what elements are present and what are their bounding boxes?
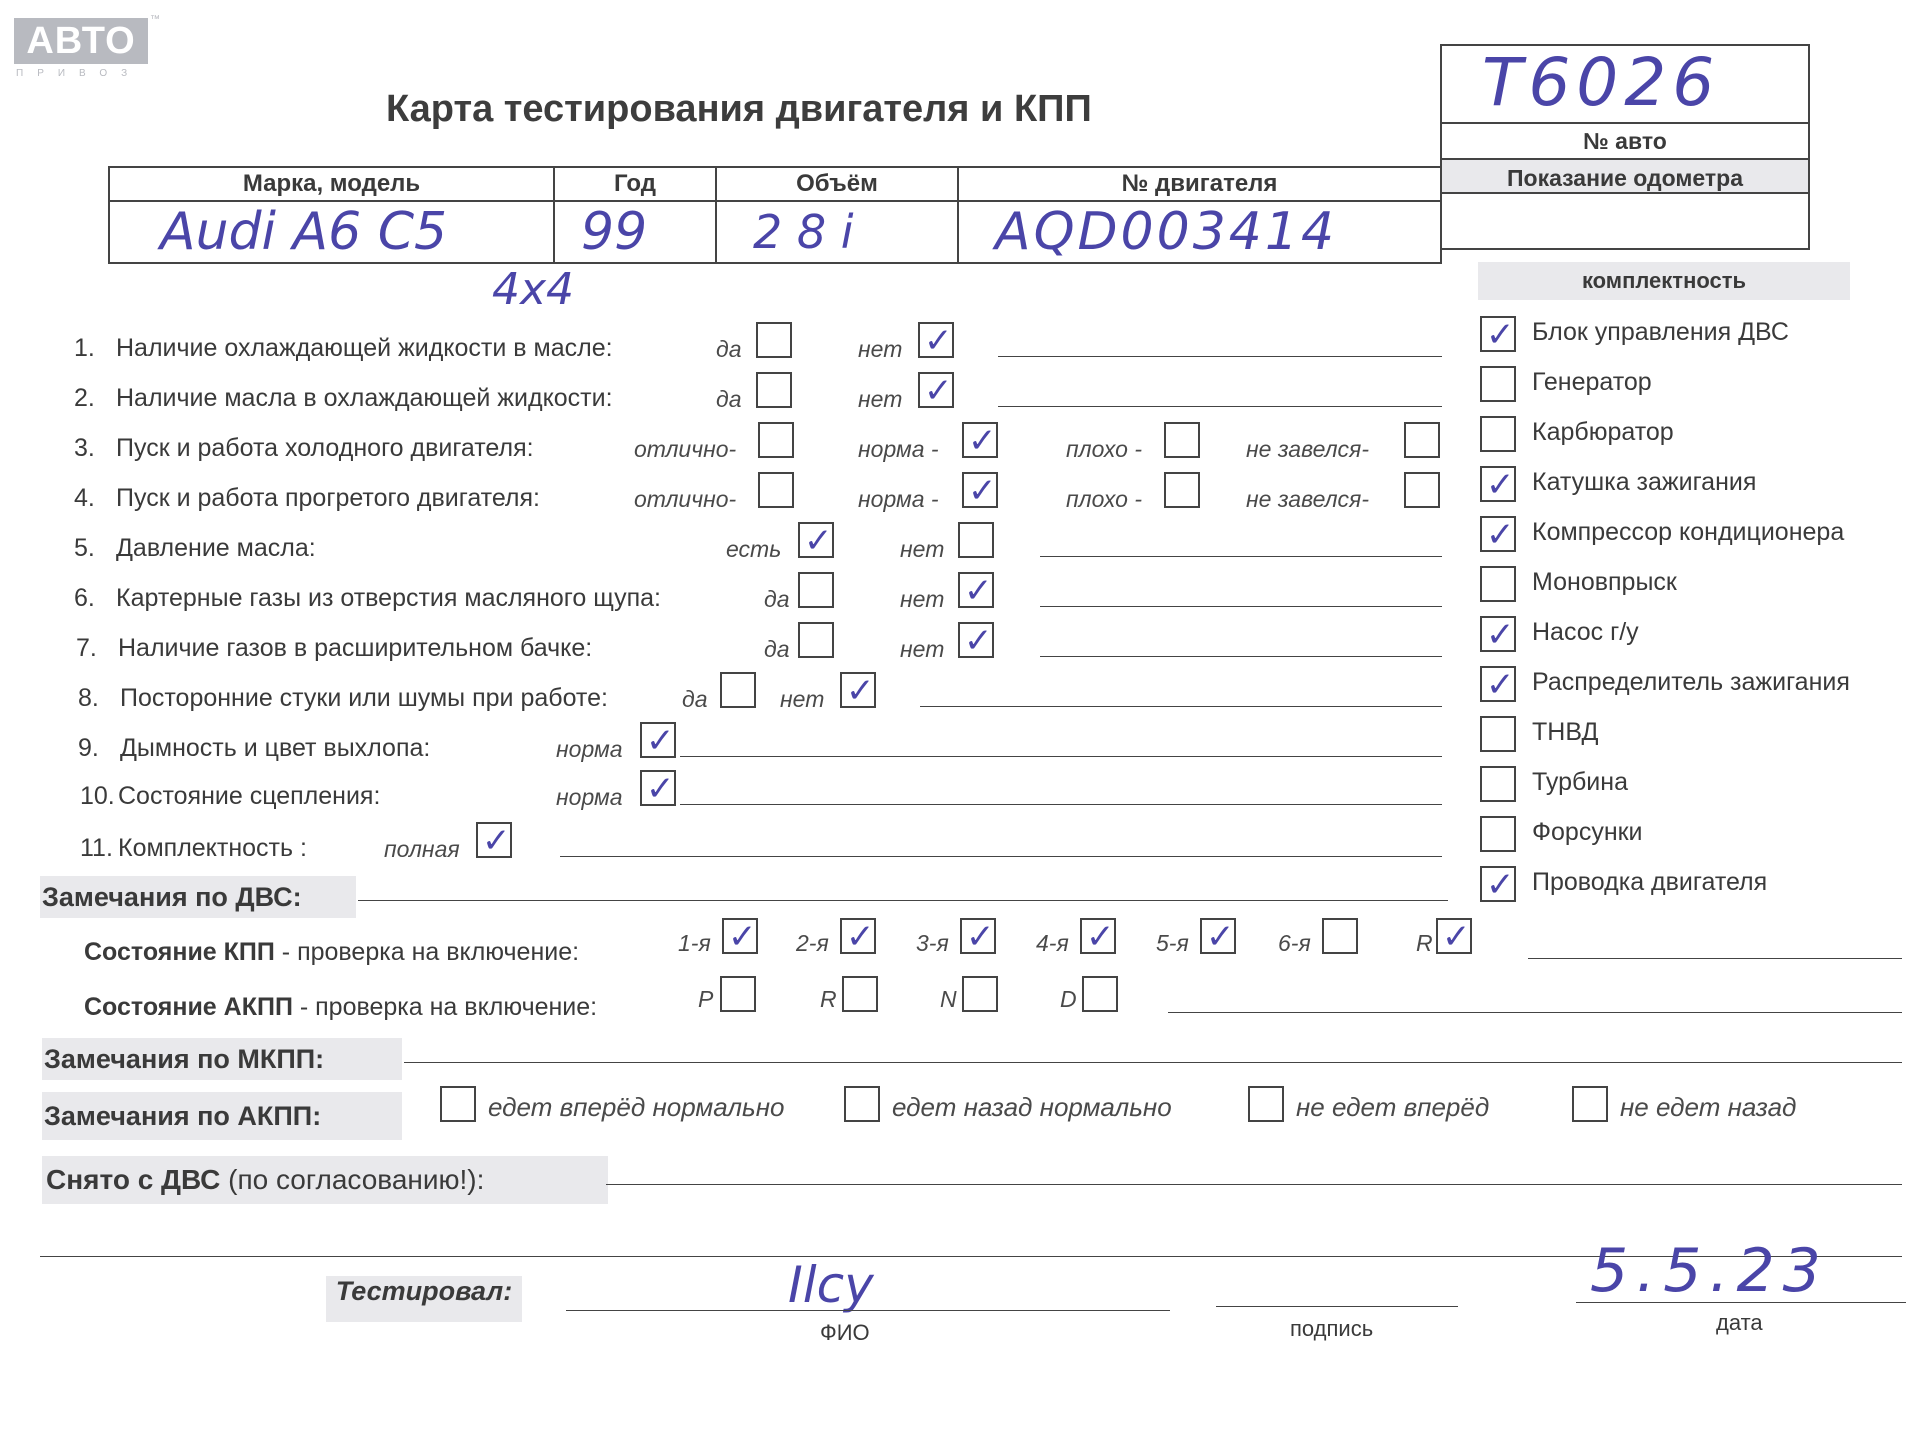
check-mark-icon: ✓: [924, 371, 953, 411]
kit-item-label: Проводка двигателя: [1532, 868, 1768, 896]
option-label: полная: [384, 836, 460, 862]
checklist-number: 3.: [74, 434, 95, 462]
option-label: норма -: [858, 436, 939, 462]
answer-line: [998, 356, 1442, 357]
logo-subtitle: ПРИВОЗ: [16, 68, 142, 79]
checklist-question: Наличие газов в расширительном бачке:: [118, 634, 593, 662]
signature-caption: подпись: [1290, 1316, 1374, 1341]
drive-note: 4x4: [492, 264, 575, 315]
option-checkbox[interactable]: [476, 821, 512, 861]
option-label: есть: [726, 536, 782, 562]
option-checkbox[interactable]: [756, 322, 792, 358]
answer-line: [920, 706, 1442, 707]
answer-line: [1040, 556, 1442, 557]
check-mark-icon: ✓: [646, 769, 675, 809]
kit-checkbox[interactable]: [1480, 615, 1516, 655]
auto-gearbox-line: [1168, 1012, 1902, 1013]
gear-checkbox[interactable]: [1322, 918, 1358, 954]
removed-label: Снято с ДВС (по согласованию!):: [42, 1156, 608, 1204]
auto-remark-checkbox[interactable]: [1248, 1086, 1284, 1122]
check-mark-icon: ✓: [966, 917, 995, 957]
car-number-value: T6026: [1482, 44, 1721, 121]
checklist-number: 5.: [74, 534, 95, 562]
check-mark-icon: ✓: [646, 721, 675, 761]
checklist-question: Наличие охлаждающей жидкости в масле:: [116, 334, 613, 362]
check-mark-icon: ✓: [1442, 917, 1471, 957]
option-checkbox[interactable]: [798, 622, 834, 658]
kit-checkbox[interactable]: [1480, 566, 1516, 602]
option-label: да: [716, 386, 742, 412]
option-label: да: [764, 586, 790, 612]
gear-label: 2-я: [796, 930, 829, 956]
kit-item-label: Форсунки: [1532, 818, 1643, 846]
checklist-number: 9.: [78, 734, 99, 762]
option-checkbox[interactable]: [798, 572, 834, 608]
option-checkbox[interactable]: [958, 621, 994, 661]
kit-item-label: Распределитель зажигания: [1532, 668, 1850, 696]
answer-line: [560, 856, 1442, 857]
option-label: норма -: [858, 486, 939, 512]
check-mark-icon: ✓: [482, 821, 511, 861]
kit-checkbox[interactable]: [1480, 766, 1516, 802]
gear-label: 5-я: [1156, 930, 1189, 956]
checklist-question: Посторонние стуки или шумы при работе:: [120, 684, 608, 712]
kit-checkbox[interactable]: [1480, 816, 1516, 852]
kit-checkbox[interactable]: [1480, 665, 1516, 705]
check-mark-icon: ✓: [1486, 865, 1515, 905]
brand-label: Марка, модель: [109, 167, 554, 201]
auto-remark-checkbox[interactable]: [440, 1086, 476, 1122]
option-checkbox[interactable]: [758, 422, 794, 458]
option-label: плохо -: [1066, 436, 1142, 462]
checklist-number: 1.: [74, 334, 95, 362]
remarks-engine-line: [358, 900, 1448, 901]
option-label: отлично-: [634, 436, 737, 462]
car-number-label: № авто: [1442, 122, 1808, 158]
kit-item-label: Генератор: [1532, 368, 1652, 396]
gear-checkbox[interactable]: [960, 917, 996, 957]
option-label: не завелся-: [1246, 486, 1370, 512]
volume-value: 2 8 i: [716, 201, 958, 263]
option-checkbox[interactable]: [958, 571, 994, 611]
logo-tm: ™: [150, 14, 160, 25]
check-mark-icon: ✓: [924, 321, 953, 361]
auto-gearbox-label: Состояние АКПП - проверка на включение:: [84, 993, 598, 1021]
check-mark-icon: ✓: [846, 671, 875, 711]
kit-checkbox[interactable]: [1480, 515, 1516, 555]
mode-label: R: [820, 986, 837, 1012]
option-label: да: [716, 336, 742, 362]
removed-line: [606, 1184, 1902, 1185]
check-mark-icon: ✓: [964, 621, 993, 661]
option-checkbox[interactable]: [962, 421, 998, 461]
gearbox-line: [1528, 958, 1902, 959]
date-value: 5.5.23: [1590, 1236, 1829, 1306]
kit-checkbox[interactable]: [1480, 465, 1516, 505]
check-mark-icon: ✓: [1486, 665, 1515, 705]
option-label: нет: [900, 636, 945, 662]
engine-label: № двигателя: [958, 167, 1441, 201]
option-checkbox[interactable]: [720, 672, 756, 708]
checklist-question: Комплектность :: [118, 834, 307, 862]
option-checkbox[interactable]: [640, 721, 676, 761]
gear-label: R: [1416, 930, 1433, 956]
signature-line: [1216, 1306, 1458, 1307]
mode-label: D: [1060, 986, 1077, 1012]
year-label: Год: [554, 167, 716, 201]
kit-checkbox[interactable]: [1480, 716, 1516, 752]
year-value: 99: [554, 201, 716, 263]
kit-item-label: Карбюратор: [1532, 418, 1674, 446]
option-label: норма: [556, 784, 623, 810]
gear-checkbox[interactable]: [1436, 917, 1472, 957]
option-label: отлично-: [634, 486, 737, 512]
gear-label: 6-я: [1278, 930, 1311, 956]
check-mark-icon: ✓: [1486, 515, 1515, 555]
answer-line: [998, 406, 1442, 407]
option-checkbox[interactable]: [918, 371, 954, 411]
checklist-question: Картерные газы из отверстия масляного щупа:: [116, 584, 661, 612]
gear-checkbox[interactable]: [1200, 917, 1236, 957]
kit-item-label: Турбина: [1532, 768, 1628, 796]
odometer-label: Показание одометра: [1442, 158, 1808, 194]
check-mark-icon: ✓: [728, 917, 757, 957]
remarks-auto-label: Замечания по АКПП:: [42, 1092, 402, 1140]
option-checkbox[interactable]: [958, 522, 994, 558]
kit-item-label: Катушка зажигания: [1532, 468, 1757, 496]
option-label: норма: [556, 736, 623, 762]
option-checkbox[interactable]: [756, 372, 792, 408]
gear-checkbox[interactable]: [1080, 917, 1116, 957]
auto-remark-checkbox[interactable]: [844, 1086, 880, 1122]
gear-checkbox[interactable]: [840, 917, 876, 957]
checklist-question: Наличие масла в охлаждающей жидкости:: [116, 384, 613, 412]
checklist-number: 10.: [80, 782, 115, 810]
check-mark-icon: ✓: [968, 421, 997, 461]
kit-checkbox[interactable]: [1480, 865, 1516, 905]
checklist-question: Пуск и работа прогретого двигателя:: [116, 484, 540, 512]
date-caption: дата: [1716, 1310, 1763, 1335]
kit-checkbox[interactable]: [1480, 315, 1516, 355]
check-mark-icon: ✓: [968, 471, 997, 511]
checklist-question: Дымность и цвет выхлопа:: [120, 734, 431, 762]
kit-checkbox[interactable]: [1480, 416, 1516, 452]
checklist-question: Пуск и работа холодного двигателя:: [116, 434, 534, 462]
option-checkbox[interactable]: [1164, 472, 1200, 508]
option-checkbox[interactable]: [840, 671, 876, 711]
checklist-number: 11.: [80, 834, 113, 862]
check-mark-icon: ✓: [964, 571, 993, 611]
kit-item-label: ТНВД: [1532, 718, 1599, 746]
checklist-number: 2.: [74, 384, 95, 412]
kit-item-label: Моновпрыск: [1532, 568, 1677, 596]
gear-label: 4-я: [1036, 930, 1069, 956]
option-label: нет: [780, 686, 825, 712]
check-mark-icon: ✓: [804, 521, 833, 561]
remarks-engine-label: Замечания по ДВС:: [40, 876, 356, 918]
option-checkbox[interactable]: [962, 471, 998, 511]
check-mark-icon: ✓: [1486, 315, 1515, 355]
option-label: нет: [900, 536, 945, 562]
option-checkbox[interactable]: [1404, 472, 1440, 508]
kit-item-label: Компрессор кондиционера: [1532, 518, 1845, 546]
answer-line: [1040, 606, 1442, 607]
option-checkbox[interactable]: [798, 521, 834, 561]
mode-checkbox[interactable]: [842, 976, 878, 1012]
gearbox-label: Состояние КПП - проверка на включение:: [84, 938, 580, 966]
gear-checkbox[interactable]: [722, 917, 758, 957]
option-label: плохо -: [1066, 486, 1142, 512]
option-label: нет: [858, 336, 903, 362]
kit-item-label: Блок управления ДВС: [1532, 318, 1789, 346]
brand-value: Audi A6 C5: [109, 201, 554, 263]
remarks-manual-label: Замечания по МКПП:: [42, 1038, 402, 1080]
option-label: не завелся-: [1246, 436, 1370, 462]
volume-label: Объём: [716, 167, 958, 201]
check-mark-icon: ✓: [846, 917, 875, 957]
option-label: да: [682, 686, 708, 712]
auto-remark-label: едет назад нормально: [892, 1092, 1172, 1122]
option-label: нет: [858, 386, 903, 412]
tested-label: Тестировал:: [326, 1276, 522, 1322]
option-checkbox[interactable]: [758, 472, 794, 508]
checklist-number: 6.: [74, 584, 95, 612]
option-label: да: [764, 636, 790, 662]
check-mark-icon: ✓: [1486, 615, 1515, 655]
checklist-question: Давление масла:: [116, 534, 316, 562]
check-mark-icon: ✓: [1206, 917, 1235, 957]
tester-name-value: Ilcy: [788, 1256, 874, 1314]
answer-line: [680, 804, 1442, 805]
check-mark-icon: ✓: [1086, 917, 1115, 957]
mode-checkbox[interactable]: [1082, 976, 1118, 1012]
mode-label: N: [940, 986, 957, 1012]
checklist-number: 7.: [76, 634, 97, 662]
name-line: [566, 1310, 1170, 1311]
option-label: нет: [900, 586, 945, 612]
mode-label: P: [698, 986, 714, 1012]
gear-label: 3-я: [916, 930, 949, 956]
check-mark-icon: ✓: [1486, 465, 1515, 505]
car-number-block: [1440, 44, 1810, 250]
date-line: [1576, 1302, 1906, 1303]
answer-line: [1040, 656, 1442, 657]
option-checkbox[interactable]: [1404, 422, 1440, 458]
auto-remark-label: едет вперёд нормально: [488, 1092, 785, 1122]
kit-title: комплектность: [1478, 262, 1850, 300]
option-checkbox[interactable]: [918, 321, 954, 361]
vehicle-header-table: [108, 166, 1442, 264]
logo: АВТО: [14, 18, 148, 64]
auto-remark-label: не едет назад: [1620, 1092, 1797, 1122]
engine-value: AQD003414: [958, 201, 1441, 263]
gear-label: 1-я: [678, 930, 711, 956]
kit-checkbox[interactable]: [1480, 366, 1516, 402]
option-checkbox[interactable]: [1164, 422, 1200, 458]
mode-checkbox[interactable]: [720, 976, 756, 1012]
auto-remark-checkbox[interactable]: [1572, 1086, 1608, 1122]
remarks-manual-line: [404, 1062, 1902, 1063]
checklist-question: Состояние сцепления:: [118, 782, 381, 810]
name-caption: ФИО: [820, 1320, 870, 1345]
checklist-number: 4.: [74, 484, 95, 512]
kit-item-label: Насос г/у: [1532, 618, 1639, 646]
mode-checkbox[interactable]: [962, 976, 998, 1012]
answer-line: [680, 756, 1442, 757]
page-title: Карта тестирования двигателя и КПП: [386, 88, 1092, 130]
auto-remark-label: не едет вперёд: [1296, 1092, 1490, 1122]
checklist-number: 8.: [78, 684, 99, 712]
option-checkbox[interactable]: [640, 769, 676, 809]
